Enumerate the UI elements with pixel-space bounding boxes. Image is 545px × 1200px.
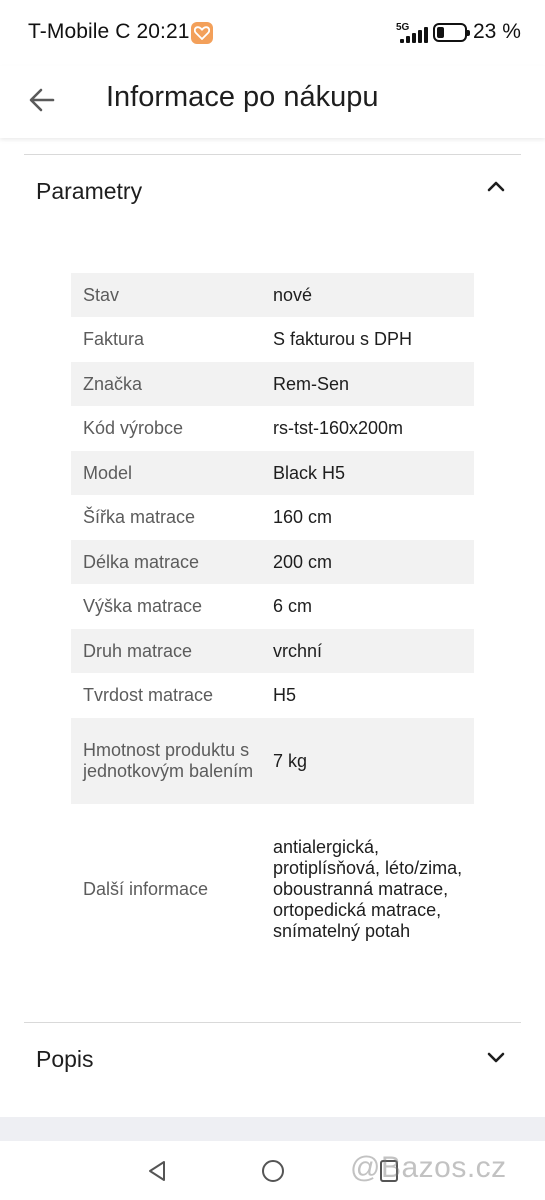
parameters-table	[71, 273, 474, 974]
heart-notification-icon	[191, 22, 213, 44]
parameter-key: Hmotnost produktu s jednotkovým balením	[83, 740, 254, 781]
parameter-value: S fakturou s DPH	[273, 329, 413, 349]
parameter-key: Kód výrobce	[83, 418, 184, 438]
status-time: 20:21	[136, 20, 190, 43]
table-row	[71, 584, 474, 629]
signal-strength-icon	[400, 27, 428, 43]
table-row	[71, 540, 474, 584]
system-nav-bar	[0, 1141, 545, 1200]
parameter-value: Black H5	[273, 462, 346, 483]
section-header-parameters[interactable]	[24, 158, 521, 222]
network-type: 5G	[396, 22, 410, 33]
battery-percent: 23 %	[473, 20, 521, 43]
parameter-value: antialergická, protiplísňová, léto/zima, oboustranná matrace, ortopedická matrace, snímatelný potah	[273, 836, 463, 941]
parameter-value: 6 cm	[273, 596, 313, 616]
parameter-key: Další informace	[83, 878, 209, 899]
table-row	[71, 718, 474, 804]
parameter-key: Délka matrace	[83, 551, 200, 572]
parameter-value: vrchní	[273, 640, 323, 661]
app-header	[0, 66, 545, 138]
section-title-description: Popis	[36, 1046, 94, 1072]
table-row	[71, 804, 474, 974]
chevron-up-icon	[487, 180, 505, 192]
parameter-value: 160 cm	[273, 507, 333, 527]
arrow-left-icon	[29, 88, 55, 112]
nav-home-icon[interactable]	[261, 1159, 285, 1183]
table-row	[71, 406, 474, 451]
table-row	[71, 673, 474, 718]
parameter-value: nové	[273, 284, 313, 305]
page-title: Informace po nákupu	[106, 81, 379, 113]
table-row	[71, 362, 474, 406]
back-button[interactable]	[22, 80, 62, 120]
status-bar	[0, 0, 545, 66]
parameter-key: Model	[83, 462, 133, 483]
parameter-key: Značka	[83, 373, 143, 394]
battery-icon	[433, 23, 467, 42]
carrier-name: T-Mobile C	[28, 20, 131, 43]
parameter-key: Tvrdost matrace	[83, 685, 214, 705]
status-carrier-time	[28, 20, 190, 44]
watermark-text: @Bazos.cz	[350, 1151, 507, 1184]
parameter-key: Faktura	[83, 329, 145, 349]
divider	[24, 154, 521, 155]
section-title-parameters: Parametry	[36, 178, 143, 204]
parameter-key: Výška matrace	[83, 596, 203, 616]
chevron-down-icon	[487, 1052, 505, 1064]
divider	[24, 1022, 521, 1023]
parameter-key: Šířka matrace	[83, 507, 196, 527]
table-row	[71, 273, 474, 317]
table-row	[71, 495, 474, 540]
parameter-value: 7 kg	[273, 750, 308, 771]
table-row	[71, 451, 474, 495]
parameter-value: Rem-Sen	[273, 373, 350, 394]
parameter-key: Stav	[83, 284, 120, 305]
table-row	[71, 317, 474, 362]
parameter-value: rs-tst-160x200m	[273, 418, 404, 438]
parameter-key: Druh matrace	[83, 640, 193, 661]
table-row	[71, 629, 474, 673]
parameter-value: H5	[273, 685, 297, 705]
parameter-value: 200 cm	[273, 551, 333, 572]
section-header-description[interactable]	[24, 1026, 521, 1090]
footer-band	[0, 1117, 545, 1141]
nav-back-icon[interactable]	[146, 1159, 168, 1183]
